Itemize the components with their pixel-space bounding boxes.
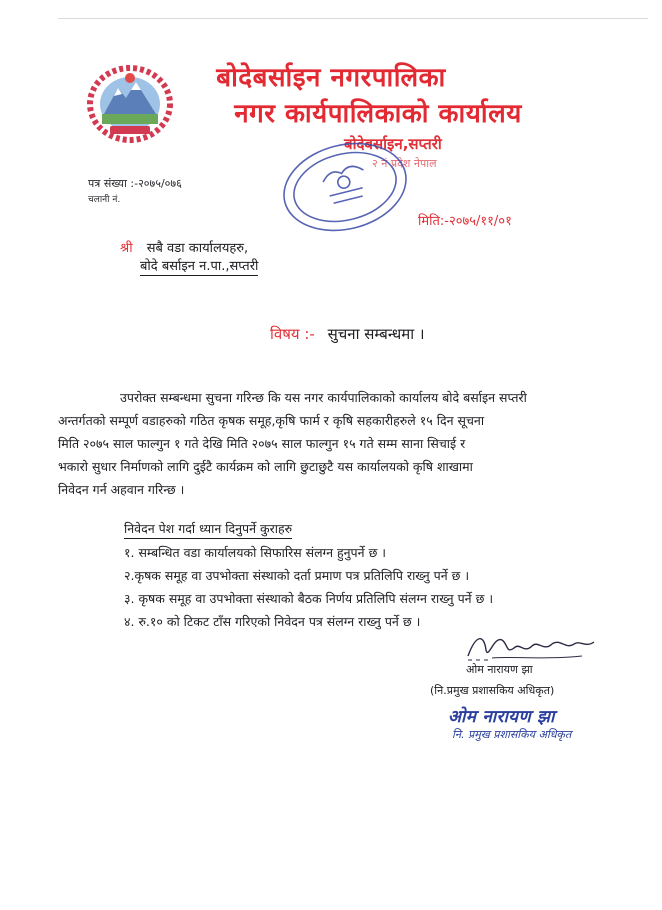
letter-number: पत्र संख्या :-२०७५/०७६: [88, 177, 182, 190]
addressee-name: सबै वडा कार्यालयहरु,: [146, 241, 249, 256]
list-item: ४. रु.१० को टिकट टाँस गरिएको निवेदन पत्र संलग्न राख्नु पर्ने छ ।: [124, 614, 421, 629]
letter-date: मिति:-२०७५/११/०१: [418, 214, 512, 229]
subject-text: सुचना सम्बन्धमा ।: [327, 325, 425, 343]
body-line: भकारो सुधार निर्माणको लागि दुईटै कार्यक्रम को लागि छुटाछुटै यस कार्यालयको कृषि शाखामा: [58, 459, 473, 474]
subject-line: [270, 324, 425, 344]
top-rule: [58, 18, 648, 19]
list-item: ३. कृषक समूह वा उपभोक्ता संस्थाको बैठक निर्णय प्रतिलिपि संलग्न राख्नु पर्ने छ ।: [124, 591, 494, 606]
list-item: २.कृषक समूह वा उपभोक्ता संस्थाको दर्ता प्रमाण पत्र प्रतिलिपि राख्नु पर्ने छ ।: [124, 568, 470, 583]
title-stamp: नि. प्रमुख प्रशासकिय अधिकृत: [452, 728, 572, 741]
dispatch-number: चलानी नं.: [88, 195, 121, 205]
org-name-line1: बोदेबर्साइन नगरपालिका: [216, 63, 446, 93]
signatory-title: (नि.प्रमुख प्रशासकिय अधिकृत): [430, 684, 555, 697]
official-stamp: [270, 132, 420, 242]
org-province: २ नं प्रदेश नेपाल: [372, 157, 437, 170]
requirements-list: [124, 541, 493, 633]
requirements-heading: निवेदन पेश गर्दा ध्यान दिनुपर्ने कुराहरु: [124, 520, 292, 539]
name-stamp: ओम नारायण झा: [448, 707, 555, 727]
body-line: निवेदन गर्न अहवान गरिन्छ ।: [58, 482, 185, 497]
handwritten-signature: [462, 626, 602, 666]
subject-label: विषय :-: [270, 325, 315, 343]
body-line: मिति २०७५ साल फाल्गुन १ गते देखि मिति २०७५ साल फाल्गुन १५ गते सम्म साना सिचाई र: [58, 436, 466, 451]
body-line: अन्तर्गतको सम्पूर्ण वडाहरुको गठित कृषक समूह,कृषि फार्म र कृषि सहकारीहरुले १५ दिन सूचना: [58, 413, 485, 428]
org-name-line2: नगर कार्यपालिकाको कार्यालय: [234, 99, 522, 129]
addressee-line1: [120, 238, 248, 256]
addressee-prefix: श्री: [120, 241, 133, 256]
body-line: उपरोक्त सम्बन्धमा सुचना गरिन्छ कि यस नगर कार्यपालिकाको कार्यालय बोदे बर्साइन सप्तरी: [120, 390, 527, 405]
signatory-name: ओम नारायण झा: [466, 663, 533, 676]
list-item: १. सम्बन्धित वडा कार्यालयको सिफारिस संलग्न हुनुपर्ने छ ।: [124, 545, 387, 560]
org-place: बोदेबर्साइन,सप्तरी: [344, 135, 442, 153]
addressee-line2: बोदे बर्साइन न.पा.,सप्तरी: [140, 256, 258, 276]
notice-body: [58, 386, 560, 501]
